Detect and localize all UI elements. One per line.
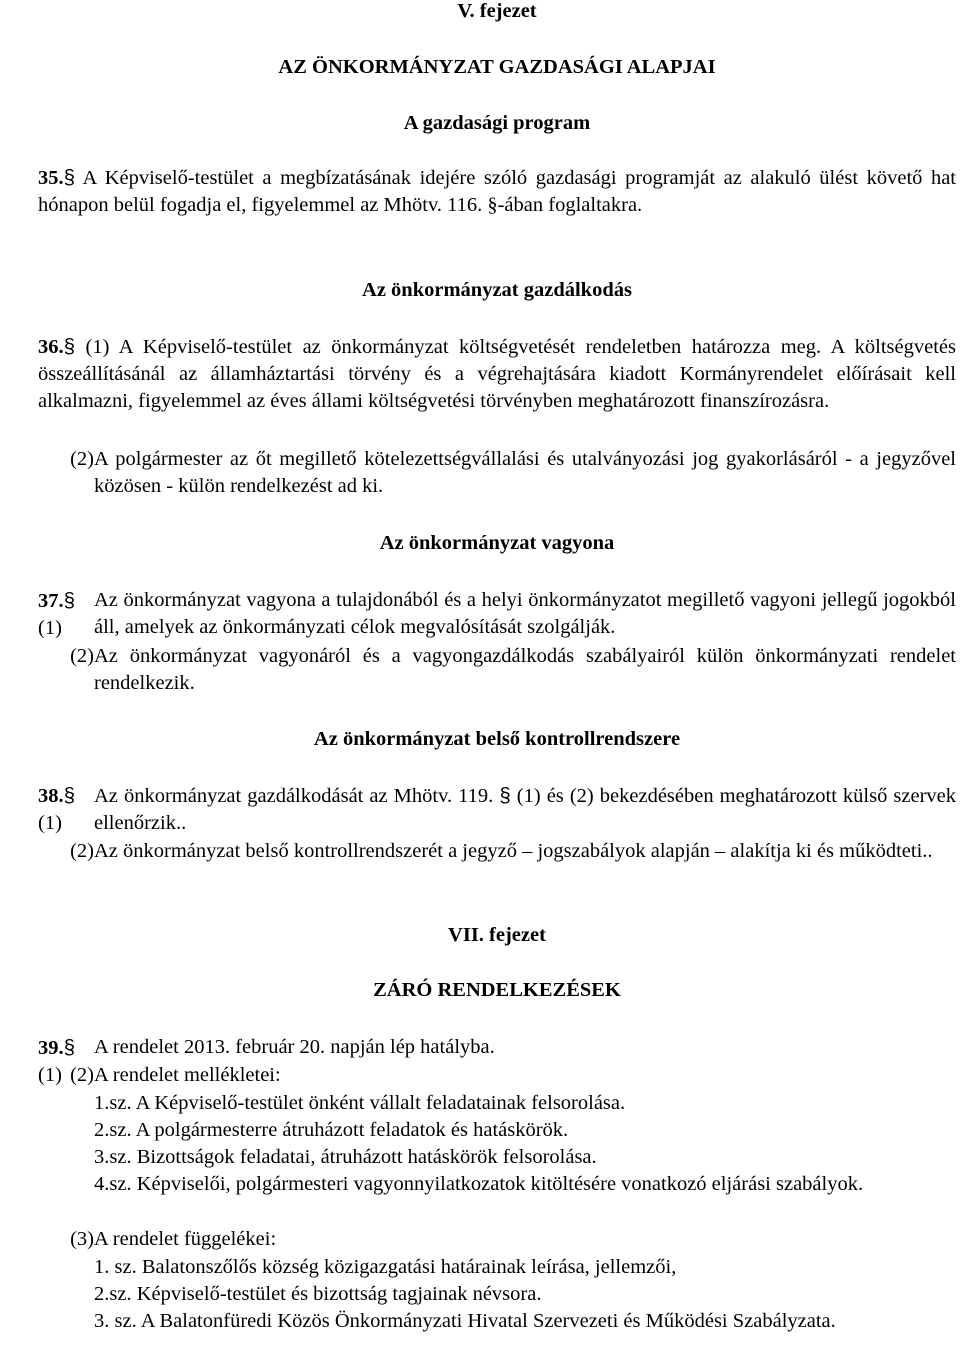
subsection-text: A rendelet függelékei: xyxy=(94,1228,277,1250)
subsection-number: (2) xyxy=(70,1064,94,1086)
annex-item: 1.sz. A Képviselő-testület önként vállalt feladatainak felsorolása. xyxy=(94,1092,626,1114)
section-heading-gazdalkodas: Az önkormányzat gazdálkodás xyxy=(362,279,632,301)
appendix-item: 1. sz. Balatonszőlős község közigazgatási határainak leírása, jellemzői, xyxy=(94,1256,677,1278)
chapter-title: AZ ÖNKORMÁNYZAT GAZDASÁGI ALAPJAI xyxy=(278,56,716,78)
section-sign: § xyxy=(63,335,76,358)
appendix-item: 3. sz. A Balatonfüredi Közös Önkormányzati Hivatal Szervezeti és Működési Szabályzata. xyxy=(94,1310,836,1332)
section-sign: § xyxy=(499,784,511,807)
subsection-text: Az önkormányzat gazdálkodását az Mhötv. 119. xyxy=(94,785,500,807)
subsection-number: (1) xyxy=(38,1064,62,1086)
subsection-text: A rendelet 2013. február 20. napján lép hatályba. xyxy=(94,1036,495,1058)
paragraph-text: (1) A Képviselő-testület az önkormányzat költségvetését rendeletben határozza meg. A költségvetés összeállításánál az államháztartási törvény és a végrehajtására kiadott Kormányrendelet előírásait kell alkalmazni, figyelemmel az éves állami költségvetési törvényben meghatározott finanszírozásra. xyxy=(38,336,956,412)
subsection-number: (3) xyxy=(70,1228,94,1250)
subsection-text: A rendelet mellékletei: xyxy=(94,1064,281,1086)
paragraph-number: 36. xyxy=(38,336,64,358)
chapter-label: V. fejezet xyxy=(457,0,537,22)
chapter-label: VII. fejezet xyxy=(448,924,546,946)
subsection-number: (1) xyxy=(38,812,62,834)
paragraph-35 xyxy=(38,164,956,219)
subsection-number: (2) xyxy=(70,840,94,862)
section-sign: § xyxy=(63,1036,76,1059)
section-sign: § xyxy=(63,784,76,807)
section-heading-vagyon: Az önkormányzat vagyona xyxy=(379,532,615,554)
subsection-text: Az önkormányzat vagyona a tulajdonából és a helyi önkormányzatot megillető vagyoni jellegű jogokból áll, amelyek az önkormányzati célok megvalósítását szolgálják. xyxy=(94,589,956,638)
appendix-item: 2.sz. Képviselő-testület és bizottság tagjainak névsora. xyxy=(94,1283,542,1305)
paragraph-number: 39. xyxy=(38,1037,64,1059)
subsection-text: (1) és (2) bekezdésében meghatározott külső szervek ellenőrzik.. xyxy=(94,785,956,834)
section-sign: § xyxy=(63,166,76,189)
annex-item: 3.sz. Bizottságok feladatai, átruházott hatáskörök felsorolása. xyxy=(94,1146,597,1168)
subsection-text: Az önkormányzat vagyonáról és a vagyongazdálkodás szabályairól külön önkormányzati rendelet rendelkezik. xyxy=(94,645,956,694)
subsection-number: (2) xyxy=(70,645,94,667)
paragraph-number: 37. xyxy=(38,590,64,612)
subsection-text: A polgármester az őt megillető kötelezettségvállalási és utalványozási jog gyakorlásáról - a jegyzővel közösen - külön rendelkezést ad ki. xyxy=(94,448,956,497)
annex-item: 2.sz. A polgármesterre átruházott feladatok és hatáskörök. xyxy=(94,1119,569,1141)
paragraph-number: 35. xyxy=(38,167,64,189)
subsection-number: (2) xyxy=(70,448,94,470)
section-heading-program: A gazdasági program xyxy=(403,112,591,134)
paragraph-36 xyxy=(38,333,956,415)
paragraph-number: 38. xyxy=(38,785,64,807)
chapter-title: ZÁRÓ RENDELKEZÉSEK xyxy=(373,979,621,1001)
subsection-number: (1) xyxy=(38,617,62,639)
section-sign: § xyxy=(63,589,76,612)
annex-item: 4.sz. Képviselői, polgármesteri vagyonnyilatkozatok kitöltésére vonatkozó eljárási szabályok. xyxy=(94,1173,864,1195)
section-heading-kontroll: Az önkormányzat belső kontrollrendszere xyxy=(313,728,681,750)
subsection-text: Az önkormányzat belső kontrollrendszerét a jegyző – jogszabályok alapján – alakítja ki és működteti.. xyxy=(94,840,933,862)
paragraph-text: A Képviselő-testület a megbízatásának idejére szóló gazdasági programját az alakuló ülést követő hat hónapon belül fogadja el, figyelemmel az Mhötv. 116. §-ában foglaltakra. xyxy=(38,167,956,216)
